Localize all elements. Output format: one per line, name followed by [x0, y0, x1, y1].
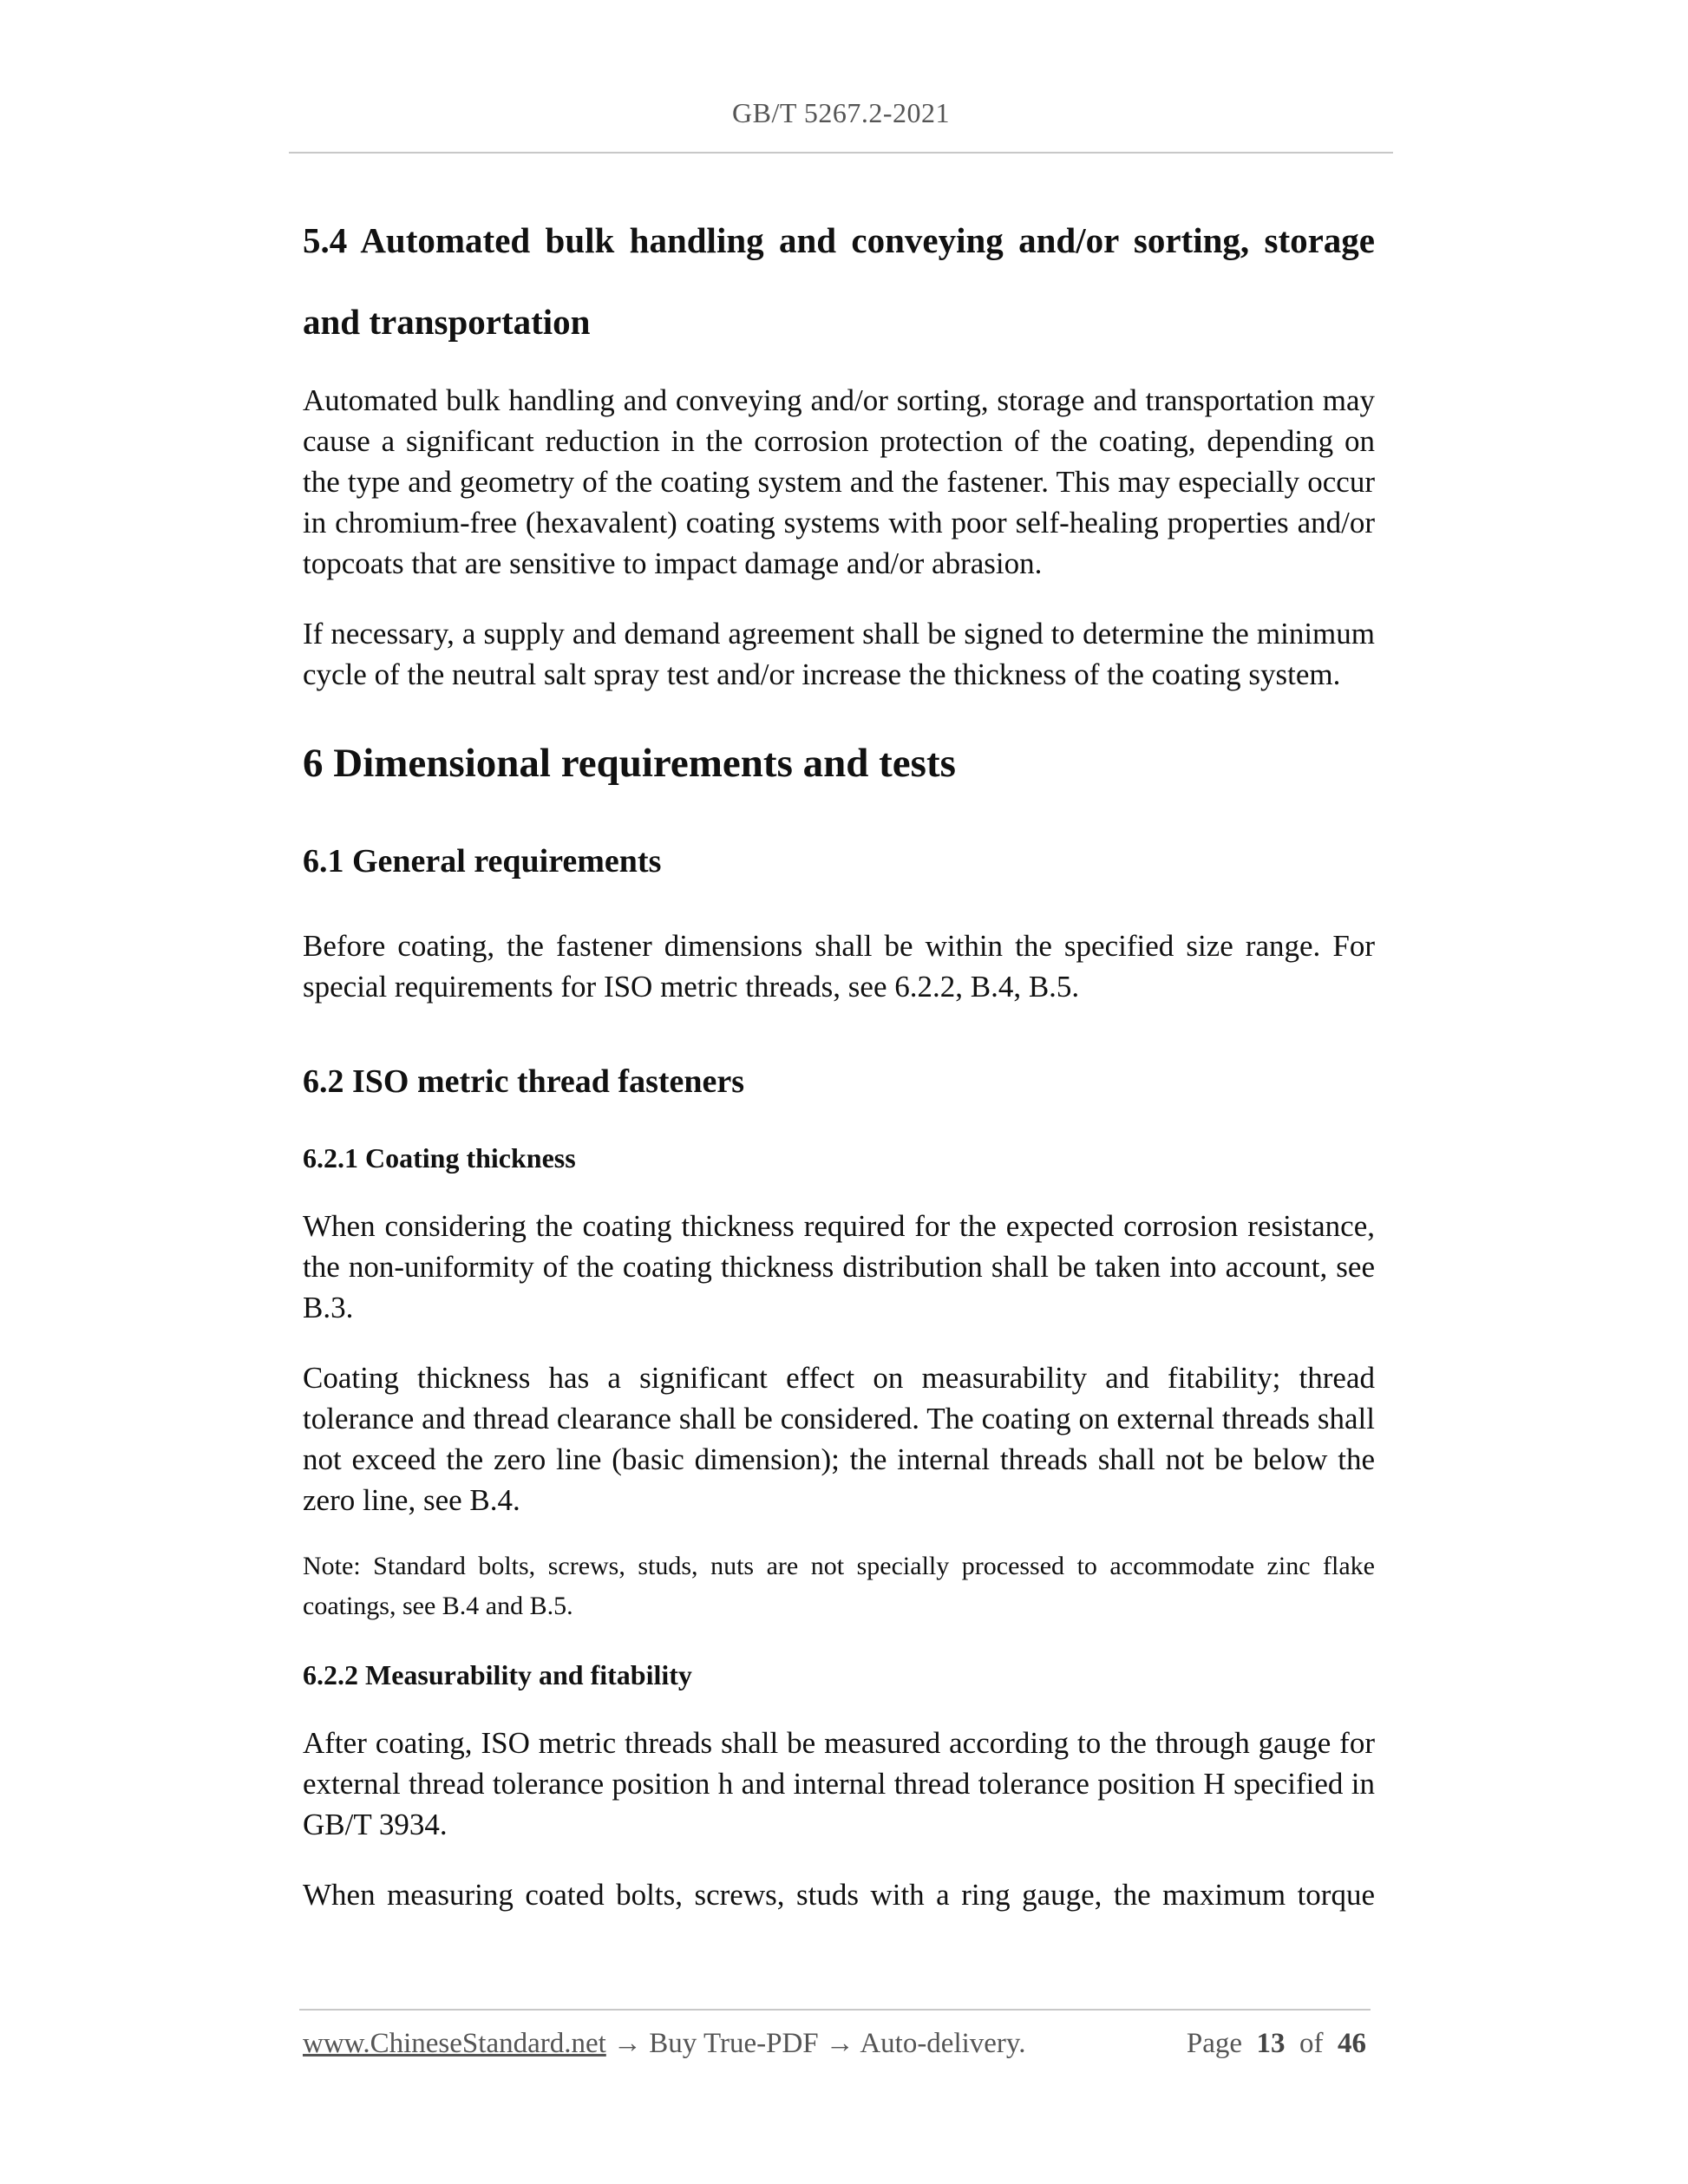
site-link[interactable]: www.ChineseStandard.net — [303, 2028, 606, 2059]
section-5-4-title — [303, 199, 1375, 363]
running-header: GB/T 5267.2-2021 — [732, 97, 950, 128]
footer-promo — [303, 2028, 1026, 2060]
section-6-2-1-paragraph-1: When considering the coating thickness required for the expected corrosion resistance, the non-uniformity of the coating thickness distribution shall be taken into account, see B.3. — [303, 1209, 1375, 1324]
arrow-right-icon: → — [825, 2028, 854, 2059]
section-5-4-paragraph-1: Automated bulk handling and conveying and/or sorting, storage and transportation may cause a significant reduction in the corrosion protection of the coating, depending on the type and geometry of the coating system and the fastener. This may especially occur in chromium-free (hexavalent) coating systems with poor self-healing properties and/or topcoats that are sensitive to impact damage and/or abrasion. — [303, 383, 1375, 580]
page-total: 46 — [1338, 2028, 1366, 2059]
footer-divider — [299, 2009, 1371, 2011]
page-counter — [1187, 2028, 1366, 2060]
section-6-1-paragraph: Before coating, the fastener dimensions shall be within the specified size range. For special requirements for ISO metric threads, see 6.2.2, B.4, B.5. — [303, 929, 1375, 1004]
page-number: 13 — [1256, 2028, 1286, 2059]
chapter-6-title: 6 Dimensional requirements and tests — [303, 741, 956, 786]
header-divider — [289, 152, 1393, 154]
page-label: Page — [1186, 2028, 1242, 2059]
section-6-2-1-note: Note: Standard bolts, screws, studs, nuts are not specially processed to accommodate zinc flake coatings, see B.4 and B.5. — [303, 1552, 1375, 1620]
auto-delivery-text: Auto-delivery. — [860, 2028, 1026, 2059]
page-body — [303, 199, 1375, 1915]
section-6-2-1-title: 6.2.1 Coating thickness — [303, 1142, 576, 1174]
section-6-1-title: 6.1 General requirements — [303, 843, 662, 879]
section-6-2-2-paragraph-2: When measuring coated bolts, screws, studs with a ring gauge, the maximum torque — [303, 1878, 1375, 1912]
of-label: of — [1299, 2028, 1324, 2059]
section-6-2-2-title: 6.2.2 Measurability and fitability — [303, 1659, 692, 1690]
section-5-4-title-line1: 5.4 Automated bulk handling and conveying and/or sorting, storage — [303, 220, 1375, 260]
arrow-right-icon: → — [613, 2028, 643, 2059]
section-6-2-title: 6.2 ISO metric thread fasteners — [303, 1063, 745, 1100]
buy-pdf-text: Buy True-PDF — [649, 2028, 819, 2059]
section-6-2-2-paragraph-1: After coating, ISO metric threads shall be measured according to the through gauge for external thread tolerance position h and internal thread tolerance position H specified in GB/T 3934. — [303, 1726, 1375, 1841]
section-5-4-paragraph-2: If necessary, a supply and demand agreement shall be signed to determine the minimum cycle of the neutral salt spray test and/or increase the thickness of the coating system. — [303, 617, 1375, 691]
section-6-2-1-paragraph-2: Coating thickness has a significant effect on measurability and fitability; thread tolerance and thread clearance shall be considered. The coating on external threads shall not exceed the zero line (basic dimension); the internal threads shall not be below the zero line, see B.4. — [303, 1361, 1375, 1517]
section-5-4-title-line2: and transportation — [303, 302, 591, 342]
